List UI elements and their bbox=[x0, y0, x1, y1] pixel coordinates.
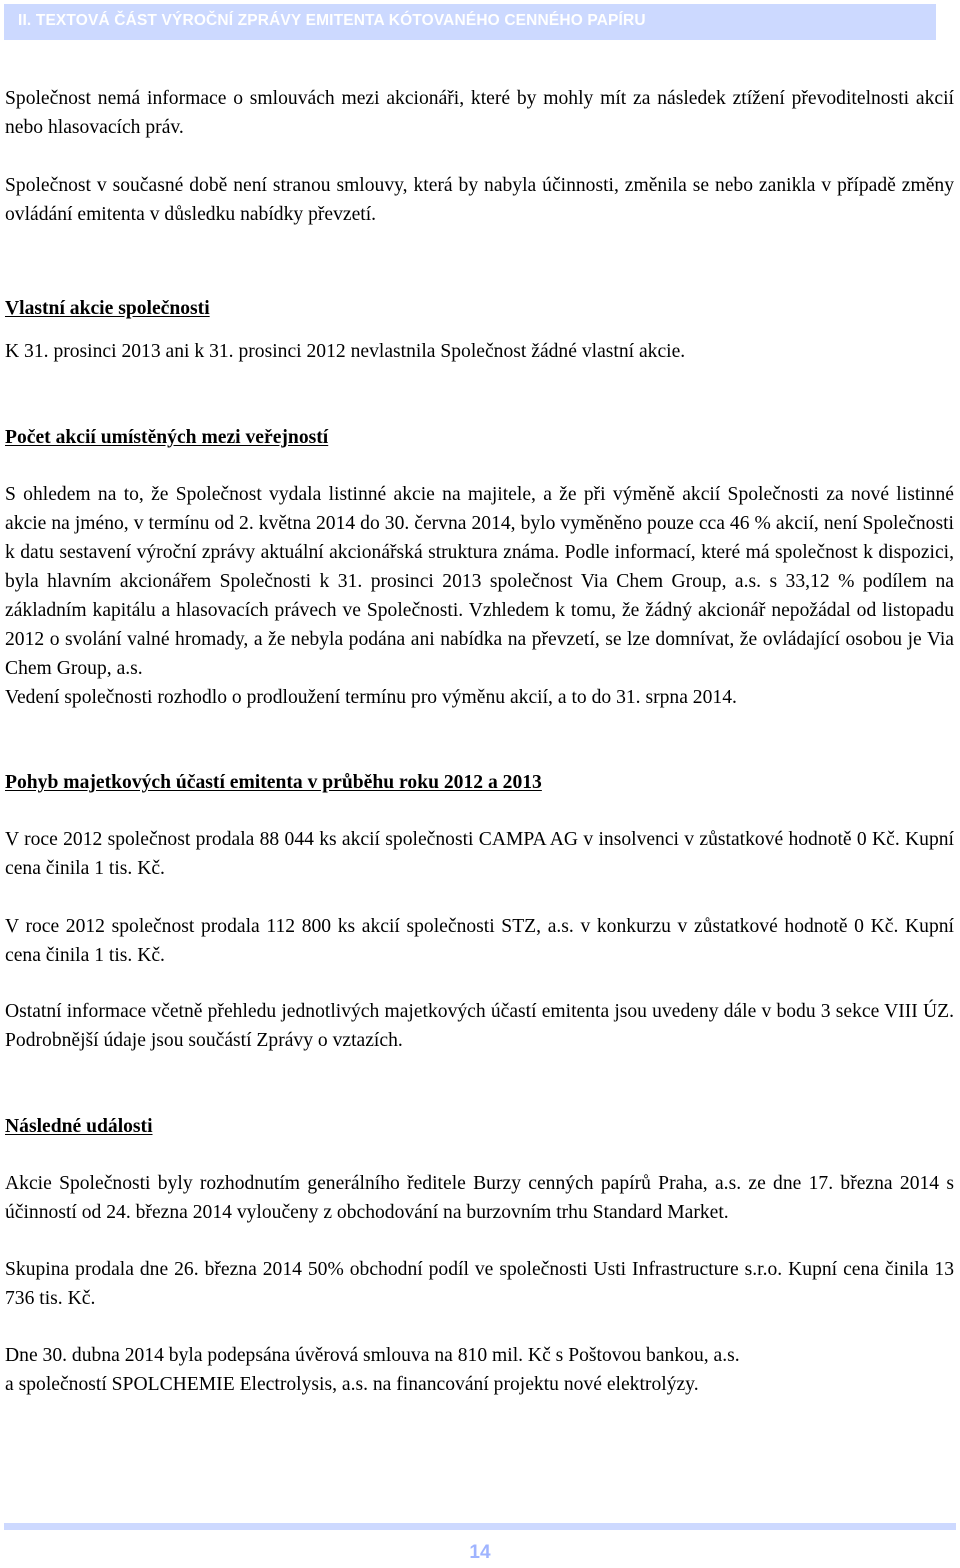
loan-agreement-line-2: a společností SPOLCHEMIE Electrolysis, a.s. na financování projektu nové elektrolýzy. bbox=[5, 1374, 699, 1395]
paragraph-own-shares: K 31. prosinci 2013 ani k 31. prosinci 2012 nevlastnila Společnost žádné vlastní akcie. bbox=[5, 341, 686, 362]
heading-free-float: Počet akcií umístěných mezi veřejností bbox=[5, 427, 329, 448]
document-body bbox=[5, 84, 954, 1399]
heading-own-shares: Vlastní akcie společnosti bbox=[5, 298, 210, 319]
paragraph-exchange-extension: Vedení společnosti rozhodlo o prodloužení termínu pro výměnu akcií, a to do 31. srpna 2014. bbox=[5, 687, 737, 708]
paragraph-usti-sale: Skupina prodala dne 26. března 2014 50% obchodní podíl ve společnosti Usti Infrastructure s.r.o. Kupní cena činila 13 736 tis. Kč. bbox=[5, 1259, 954, 1309]
section-header-title: II. TEXTOVÁ ČÁST VÝROČNÍ ZPRÁVY EMITENTA KÓTOVANÉHO CENNÉHO PAPÍRU bbox=[18, 12, 646, 29]
section-header-bar bbox=[4, 4, 936, 40]
heading-subsequent-events: Následné události bbox=[5, 1116, 153, 1137]
page-number: 14 bbox=[469, 1542, 491, 1563]
paragraph-stz-sale: V roce 2012 společnost prodala 112 800 ks akcií společnosti STZ, a.s. v konkurzu v zůstatkové hodnotě 0 Kč. Kupní cena činila 1 tis. Kč. bbox=[5, 916, 954, 966]
paragraph-delisting: Akcie Společnosti byly rozhodnutím generálního ředitele Burzy cenných papírů Praha, a.s. ze dne 17. března 2014 s účinností od 24. března 2014 vyloučeny z obchodování na burzovním trhu Standard Market. bbox=[5, 1173, 954, 1223]
paragraph-loan-agreement bbox=[5, 1341, 954, 1399]
paragraph-other-holdings-info: Ostatní informace včetně přehledu jednotlivých majetkových účastí emitenta jsou uvedeny dále v bodu 3 sekce VIII ÚZ. Podrobnější údaje jsou součástí Zprávy o vztazích. bbox=[5, 1001, 954, 1051]
paragraph-shareholder-agreements: Společnost nemá informace o smlouvách mezi akcionáři, které by mohly mít za následek ztížení převoditelnosti akcií nebo hlasovacích práv. bbox=[5, 88, 954, 138]
paragraph-campa-sale: V roce 2012 společnost prodala 88 044 ks akcií společnosti CAMPA AG v insolvenci v zůstatkové hodnotě 0 Kč. Kupní cena činila 1 tis. Kč. bbox=[5, 829, 954, 879]
heading-holdings: Pohyb majetkových účastí emitenta v průběhu roku 2012 a 2013 bbox=[5, 772, 542, 793]
footer-divider bbox=[4, 1523, 956, 1530]
loan-agreement-line-1: Dne 30. dubna 2014 byla podepsána úvěrová smlouva na 810 mil. Kč s Poštovou bankou, a.s. bbox=[5, 1345, 740, 1366]
paragraph-change-of-control: Společnost v současné době není stranou smlouvy, která by nabyla účinnosti, změnila se nebo zanikla v případě změny ovládání emitenta v důsledku nabídky převzetí. bbox=[5, 175, 954, 225]
paragraph-free-float: S ohledem na to, že Společnost vydala listinné akcie na majitele, a že při výměně akcií Společnosti za nové listinné akcie na jméno, v termínu od 2. května 2014 do 30. června 2014, bylo vyměněno pouze cca 46 % akcií, není Společnosti k datu sestavení výroční zprávy aktuální akcionářská struktura známa. Podle informací, které má společnost k dispozici, byla hlavním akcionářem Společnosti k 31. prosinci 2013 společnost Via Chem Group, a.s. s 33,12 % podílem na základním kapitálu a hlasovacích právech ve Společnosti. Vzhledem k tomu, že žádný akcionář nepožádal od listopadu 2012 o svolání valné hromady, a že nebyla podána ani nabídka na převzetí, se lze domnívat, že ovládající osobou je Via Chem Group, a.s. bbox=[5, 484, 954, 679]
